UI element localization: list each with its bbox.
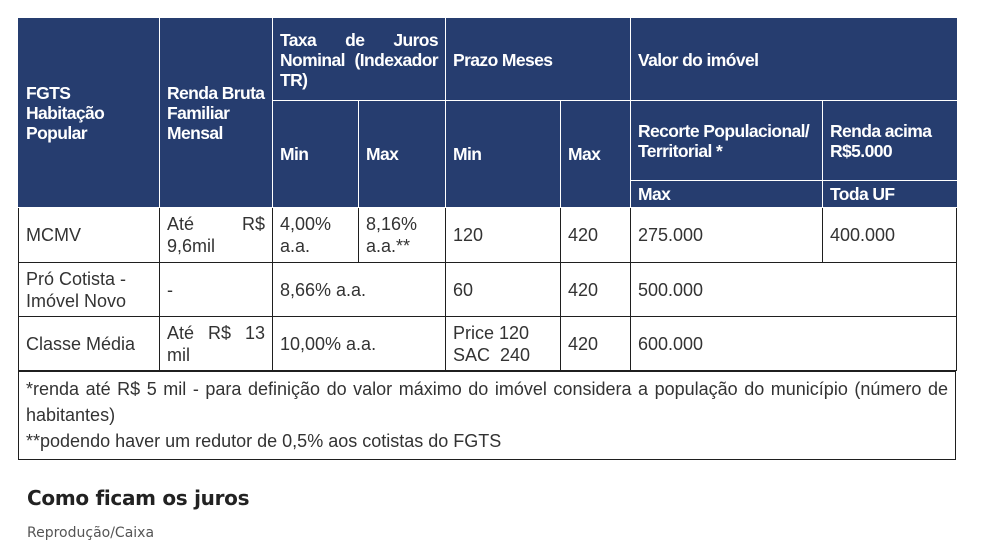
cell-term-min: 60 xyxy=(446,263,561,317)
rates-table xyxy=(18,18,957,371)
cell-income: - xyxy=(160,263,273,317)
cell-income: Até R$ 13 mil xyxy=(160,317,273,371)
cell-term-max: 420 xyxy=(561,317,631,371)
cell-income: Até R$ 9,6mil xyxy=(160,208,273,263)
cell-rate: 8,66% a.a. xyxy=(273,263,446,317)
image-credit: Reprodução/Caixa xyxy=(27,525,155,541)
cell-value: 500.000 xyxy=(631,263,957,317)
cell-value: 600.000 xyxy=(631,317,957,371)
header-renda-acima: Renda acima R$5.000 xyxy=(823,101,957,181)
header-recorte: Recorte Populacional/ Territorial * xyxy=(631,101,823,181)
header-rate-min: Min xyxy=(273,101,359,208)
cell-rate: 10,00% a.a. xyxy=(273,317,446,371)
cell-term-max: 420 xyxy=(561,208,631,263)
header-term-min: Min xyxy=(446,101,561,208)
cell-program: Pró Cotista - Imóvel Novo xyxy=(19,263,160,317)
cell-term-min: 120 xyxy=(446,208,561,263)
footnote-2: **podendo haver um redutor de 0,5% aos cotistas do FGTS xyxy=(26,431,502,451)
cell-program: MCMV xyxy=(19,208,160,263)
cell-rate-max: 8,16% a.a.** xyxy=(359,208,446,263)
table-row xyxy=(19,263,957,317)
header-term-group: Prazo Meses xyxy=(446,19,631,101)
footnote-1: *renda até R$ 5 mil - para definição do valor máximo do imóvel considera a população do município (número de habitantes) xyxy=(26,379,948,425)
header-toda-uf: Toda UF xyxy=(823,181,957,208)
header-rate-group: Taxa de Juros Nominal (Indexador TR) xyxy=(273,19,446,101)
cell-term-sac: SAC 240 xyxy=(453,344,531,365)
cell-term-min xyxy=(446,317,561,371)
cell-term-max: 420 xyxy=(561,263,631,317)
table-row xyxy=(19,317,957,371)
cell-rate-min: 4,00% a.a. xyxy=(273,208,359,263)
header-program: FGTS Habitação Popular xyxy=(19,19,160,208)
cell-term-price: Price 120 xyxy=(453,322,530,343)
cell-value-recorte: 275.000 xyxy=(631,208,823,263)
header-term-max: Max xyxy=(561,101,631,208)
image-caption-title: Como ficam os juros xyxy=(27,486,250,510)
header-rate-max: Max xyxy=(359,101,446,208)
table-footnotes xyxy=(18,371,956,460)
header-value-max: Max xyxy=(631,181,823,208)
cell-value-acima: 400.000 xyxy=(823,208,957,263)
table-row xyxy=(19,208,957,263)
header-value-group: Valor do imóvel xyxy=(631,19,957,101)
header-income: Renda Bruta Familiar Mensal xyxy=(160,19,273,208)
fgts-table xyxy=(18,18,956,460)
cell-program: Classe Média xyxy=(19,317,160,371)
